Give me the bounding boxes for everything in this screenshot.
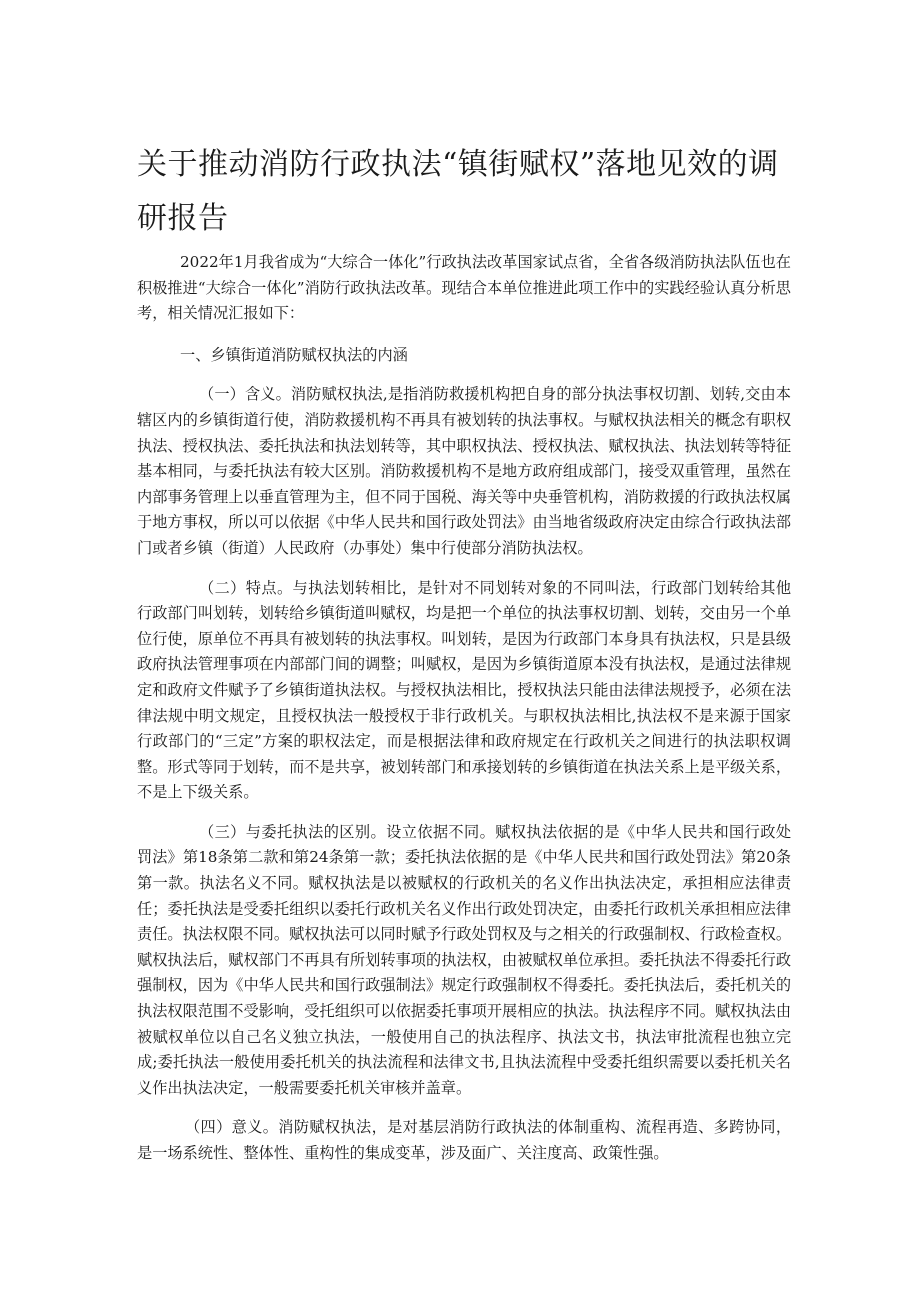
paragraph-features: （二）特点。与执法划转相比，是针对不同划转对象的不同叫法，行政部门划转给其他行政部门叫划转，划转给乡镇街道叫赋权，均是把一个单位的执法事权切割、划转，交由另一个单位行使，原单位不再具有被划转的执法事权。叫划转，是因为行政部门本身具有执法权，只是县级政府执法管理事项在内部部门间的调整；叫赋权，是因为乡镇街道原本没有执法权，是通过法律规定和政府文件赋予了乡镇街道执法权。与授权执法相比，授权执法只能由法律法规授予，必须在法律法规中明文规定，且授权执法一般授权于非行政机关。与职权执法相比,执法权不是来源于国家行政部门的“三定”方案的职权法定，而是根据法律和政府规定在行政机关之间进行的执法职权调整。形式等同于划转，而不是共享，被划转部门和承接划转的乡镇街道在执法关系上是平级关系，不是上下级关系。 bbox=[137, 578, 791, 802]
paragraph-difference: （三）与委托执法的区别。设立依据不同。赋权执法依据的是《中华人民共和国行政处罚法》第18条第二款和第24条第一款；委托执法依据的是《中华人民共和国行政处罚法》第20条第一款。执法名义不同。赋权执法是以被赋权的行政机关的名义作出执法决定，承担相应法律责任；委托执法是受委托组织以委托行政机关名义作出行政处罚决定，由委托行政机关承担相应法律责任。执法权限不同。赋权执法可以同时赋予行政处罚权及与之相关的行政强制权、行政检查权。赋权执法后，赋权部门不再具有所划转事项的执法权，由被赋权单位承担。委托执法不得委托行政强制权，因为《中华人民共和国行政强制法》规定行政强制权不得委托。委托执法后，委托机关的执法权限范围不受影响，受托组织可以依据委托事项开展相应的执法。执法程序不同。赋权执法由被赋权单位以自己名义独立执法，一般使用自己的执法程序、执法文书，执法审批流程也独立完成;委托执法一般使用委托机关的执法流程和法律文书,且执法流程中受委托组织需要以委托机关名义作出执法决定，一般需要委托机关审核并盖章。 bbox=[137, 822, 791, 1097]
paragraph-significance: （四）意义。消防赋权执法，是对基层消防行政执法的体制重构、流程再造、多跨协同，是一场系统性、整体性、重构性的集成变革，涉及面广、关注度高、政策性强。 bbox=[137, 1118, 791, 1162]
intro-paragraph: 2022年1月我省成为“大综合一体化”行政执法改革国家试点省，全省各级消防执法队伍也在积极推进“大综合一体化”消防行政执法改革。现结合本单位推进此项工作中的实践经验认真分析思考，相关情况汇报如下： bbox=[137, 253, 791, 323]
paragraph-definition: （一）含义。消防赋权执法,是指消防救援机构把自身的部分执法事权切割、划转,交由本辖区内的乡镇街道行使，消防救援机构不再具有被划转的执法事权。与赋权执法相关的概念有职权执法、授权执法、委托执法和执法划转等，其中职权执法、授权执法、赋权执法、执法划转等特征基本相同，与委托执法有较大区别。消防救援机构不是地方政府组成部门，接受双重管理，虽然在内部事务管理上以垂直管理为主，但不同于国税、海关等中央垂管机构，消防救援的行政执法权属于地方事权，所以可以依据《中华人民共和国行政处罚法》由当地省级政府决定由综合行政执法部门或者乡镇（街道）人民政府（办事处）集中行使部分消防执法权。 bbox=[137, 385, 791, 557]
section-heading: 一、乡镇街道消防赋权执法的内涵 bbox=[180, 345, 408, 364]
document-title: 关于推动消防行政执法“镇街赋权”落地见效的调研报告 bbox=[137, 147, 779, 236]
document-body bbox=[137, 250, 791, 1167]
